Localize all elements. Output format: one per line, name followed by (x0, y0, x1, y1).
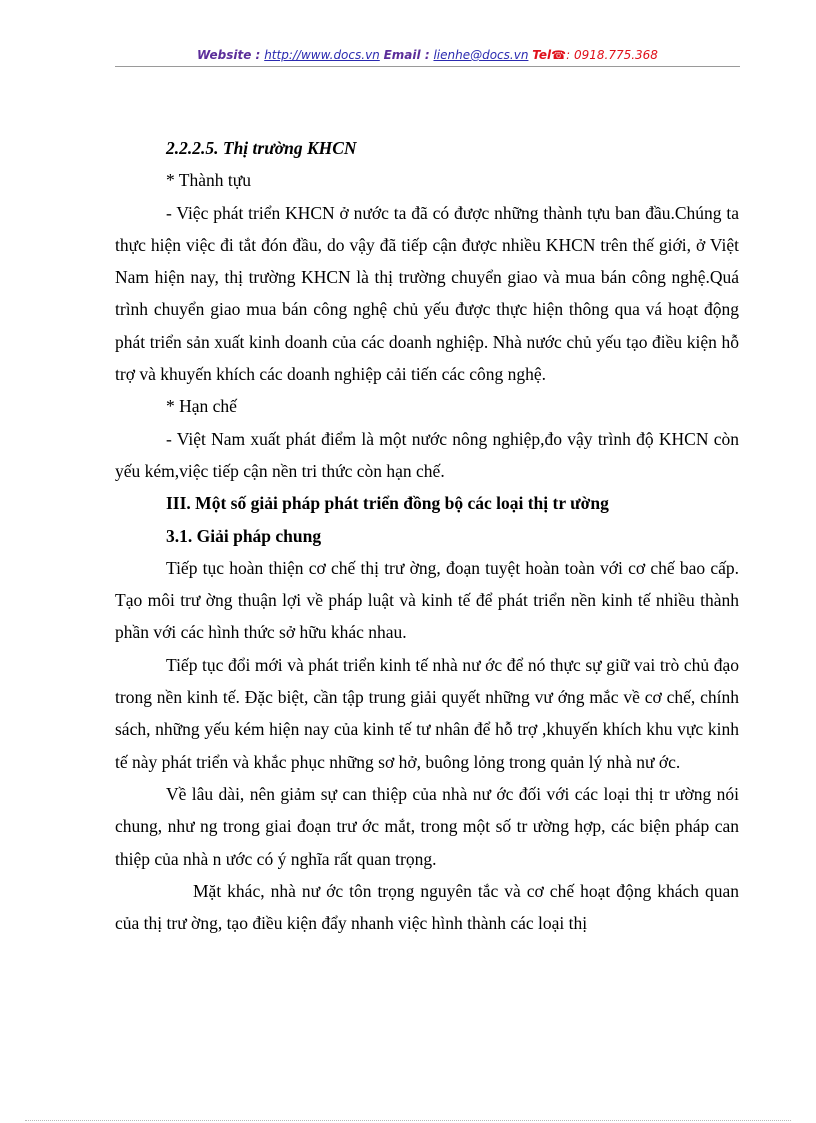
general-solution-heading: 3.1. Giải pháp chung (166, 525, 322, 546)
tel-label: Tel (532, 48, 552, 62)
body-paragraph: Về lâu dài, nên giảm sự can thiệp của nhà nư ớc đối với các loại thị tr ường nói chung, như ng trong giai đoạn trư ớc mắt, trong một số tr ường hợp, các biện pháp can thiệp của nhà n ước có ý nghĩa rất quan trọng. (115, 783, 739, 869)
body-paragraph: Mặt khác, nhà nư ớc tôn trọng nguyên tắc và cơ chế hoạt động khách quan của thị trư ờng, tạo điều kiện đẩy nhanh việc hình thành các loại thị (115, 880, 739, 934)
footer-divider (25, 1120, 791, 1121)
page-header (115, 47, 740, 63)
part-three-heading: III. Một số giải pháp phát triển đồng bộ các loại thị tr ường (166, 493, 609, 514)
achievements-paragraph: - Việc phát triển KHCN ở nước ta đã có được những thành tựu ban đầu.Chúng ta thực hiện việc đi tắt đón đầu, do vậy đã tiếp cận được nhiều KHCN trên thế giới, ở Việt Nam hiện nay, thị trường KHCN là thị trường chuyển giao và mua bán công nghệ.Quá trình chuyển giao mua bán công nghệ chủ yếu được thực hiện thông qua vá hoạt động phát triển sản xuất kinh doanh của các doanh nghiệp. Nhà nước chủ yếu tạo điều kiện hỗ trợ và khuyến khích các doanh nghiệp cải tiến các công nghệ. (115, 202, 739, 385)
header-divider (115, 66, 740, 67)
tel-number: : 0918.775.368 (566, 48, 658, 62)
phone-icon: ☎ (551, 48, 567, 62)
website-label: Website : (197, 48, 261, 62)
email-label: Email : (383, 48, 430, 62)
website-link[interactable]: http://www.docs.vn (264, 48, 380, 62)
body-paragraph: Tiếp tục đổi mới và phát triển kinh tế nhà nư ớc để nó thực sự giữ vai trò chủ đạo trong nền kinh tế. Đặc biệt, cần tập trung giải quyết những vư ớng mắc về cơ chế, chính sách, những yếu kém hiện nay của kinh tế tư nhân để hỗ trợ ,khuyến khích khu vực kinh tế này phát triển và khắc phục những sơ hở, buông lỏng trong quản lý nhà nư ớc. (115, 654, 739, 772)
section-title: 2.2.2.5. Thị trường KHCN (166, 138, 357, 158)
limitations-label: * Hạn chế (166, 396, 237, 417)
email-link[interactable]: lienhe@docs.vn (433, 48, 529, 62)
limitations-paragraph: - Việt Nam xuất phát điểm là một nước nông nghiệp,đo vậy trình độ KHCN còn yếu kém,việc tiếp cận nền tri thức còn hạn chế. (115, 428, 739, 481)
achievements-label: * Thành tựu (166, 170, 251, 191)
document-body (115, 132, 739, 939)
body-paragraph: Tiếp tục hoàn thiện cơ chế thị trư ờng, đoạn tuyệt hoàn toàn với cơ chế bao cấp. Tạo môi trư ờng thuận lợi về pháp luật và kinh tế để phát triển nền kinh tế nhiều thành phần với các hình thức sở hữu khác nhau. (115, 557, 739, 643)
